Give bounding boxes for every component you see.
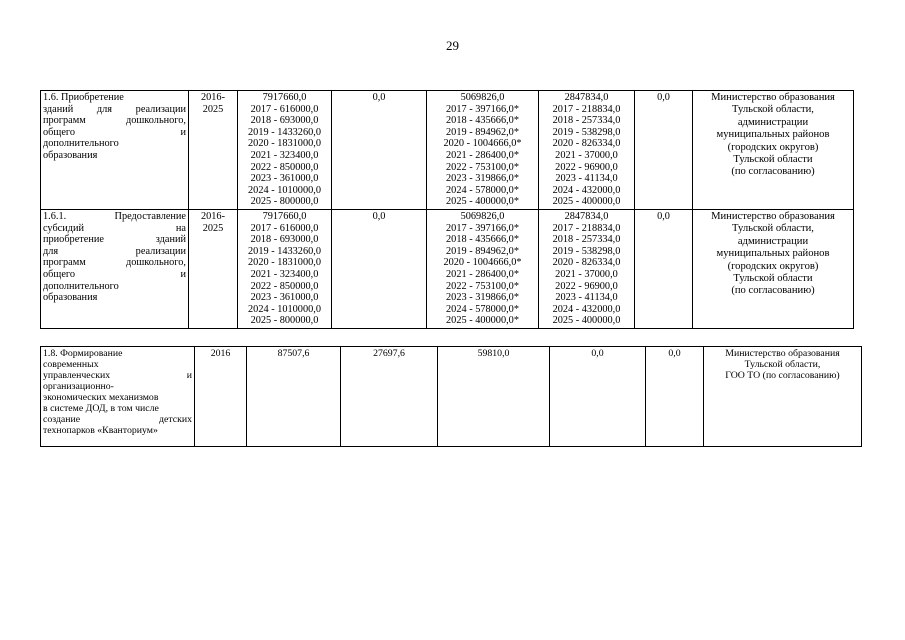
executor-line: администрации	[737, 116, 809, 128]
name-line: дополнительного	[43, 138, 119, 150]
amount-line: 2025 - 400000,0*	[446, 196, 519, 208]
amount-line: 2020 - 1831000,0	[248, 257, 321, 269]
name-line: приобретение зданий	[43, 234, 186, 246]
amount-line: 2021 - 323400,0	[250, 268, 319, 280]
name-line: технопарков «Кванториум»	[43, 425, 158, 436]
amount-line: 2847834,0	[564, 210, 609, 222]
amount-line: 2018 - 693000,0	[250, 234, 319, 246]
executor-cell	[693, 91, 854, 210]
table-body	[41, 347, 862, 447]
amount-line: 7917660,0	[262, 210, 307, 222]
name-line: организационно-	[43, 381, 114, 392]
amount-line: 2017 - 616000,0	[250, 222, 319, 234]
amount-line: 2025 - 400000,0*	[446, 315, 519, 327]
amount-line: 2023 - 361000,0	[250, 292, 319, 304]
name-line: 1.6. Приобретение	[43, 92, 124, 103]
executor-line: (по согласованию)	[731, 166, 815, 178]
regional-cell: 59810,0	[438, 347, 550, 447]
amount-line: 2017 - 397166,0*	[446, 103, 519, 115]
amount-line: 2024 - 1010000,0	[248, 303, 321, 315]
extra-budget-cell: 0,0	[635, 91, 693, 210]
amount-line: 2022 - 96900,0	[555, 280, 618, 292]
executor-line: Министерство образования	[711, 92, 835, 103]
amount-line: 2020 - 826334,0	[552, 257, 621, 269]
extra-budget-cell: 0,0	[646, 347, 704, 447]
amount-line: 2017 - 218834,0	[552, 222, 621, 234]
amount-line: 5069826,0	[460, 92, 505, 103]
name-line: в системе ДОД, в том числе	[43, 403, 159, 414]
federal-cell: 0,0	[332, 91, 427, 210]
federal-cell: 27697,6	[341, 347, 438, 447]
total-cell	[238, 209, 332, 328]
measure-name-cell	[41, 347, 195, 447]
name-line: современных	[43, 359, 99, 370]
amount-line: 2021 - 323400,0	[250, 149, 319, 161]
name-line: образования	[43, 292, 98, 304]
amount-line: 2022 - 96900,0	[555, 161, 618, 173]
page-number: 29	[446, 38, 459, 53]
amount-line: 2024 - 1010000,0	[248, 184, 321, 196]
executor-line: муниципальных районов	[716, 248, 830, 260]
amount-line: 2020 - 826334,0	[552, 138, 621, 150]
executor-cell	[693, 209, 854, 328]
name-line: субсидий на	[43, 222, 186, 234]
amount-line: 2021 - 286400,0*	[446, 149, 519, 161]
executor-line: (городских округов)	[727, 141, 819, 153]
amount-line: 2024 - 432000,0	[552, 303, 621, 315]
amount-line: 7917660,0	[262, 92, 307, 103]
amount-line: 2017 - 616000,0	[250, 103, 319, 115]
period-line: 2016-	[200, 210, 226, 222]
name-line: 1.6.1. Предоставление	[43, 210, 186, 222]
name-line: программ дошкольного,	[43, 257, 186, 269]
amount-line: 2023 - 361000,0	[250, 173, 319, 185]
amount-line: 2018 - 257334,0	[552, 234, 621, 246]
period-cell	[189, 209, 238, 328]
executor-line: Тульской области,	[732, 104, 814, 116]
amount-line: 2019 - 538298,0	[552, 245, 621, 257]
executor-line: Тульской области	[733, 154, 813, 166]
name-line: экономических механизмов	[43, 392, 159, 403]
amount-line: 2018 - 435666,0*	[446, 234, 519, 246]
total-cell	[238, 91, 332, 210]
name-line: общего и	[43, 126, 186, 138]
amount-line: 2025 - 400000,0	[552, 196, 621, 208]
regional-cell	[427, 91, 539, 210]
extra-budget-cell: 0,0	[635, 209, 693, 328]
amount-line: 2019 - 1433260,0	[248, 126, 321, 138]
amount-line: 2018 - 693000,0	[250, 115, 319, 127]
amount-line: 2021 - 37000,0	[555, 149, 618, 161]
period-cell	[189, 91, 238, 210]
amount-line: 2025 - 800000,0	[250, 315, 319, 327]
executor-cell	[704, 347, 862, 447]
amount-line: 5069826,0	[460, 210, 505, 222]
table-body	[41, 91, 854, 329]
amount-line: 2019 - 894962,0*	[446, 126, 519, 138]
table-row	[41, 347, 862, 447]
amount-line: 2019 - 1433260,0	[248, 245, 321, 257]
amount-line: 2022 - 753100,0*	[446, 161, 519, 173]
local-cell	[539, 209, 635, 328]
name-line: зданий для реализации	[43, 103, 186, 115]
executor-line: Тульской области,	[732, 223, 814, 235]
executor-line: муниципальных районов	[716, 129, 830, 141]
period-cell: 2016	[195, 347, 247, 447]
executor-line: администрации	[737, 235, 809, 247]
amount-line: 2019 - 894962,0*	[446, 245, 519, 257]
amount-line: 2022 - 753100,0*	[446, 280, 519, 292]
amount-line: 2023 - 319866,0*	[446, 292, 519, 304]
executor-line: Министерство образования	[711, 210, 835, 222]
amount-line: 2023 - 319866,0*	[446, 173, 519, 185]
amount-line: 2847834,0	[564, 92, 609, 103]
total-cell: 87507,6	[247, 347, 341, 447]
executor-line: Тульской области,	[744, 359, 821, 370]
amount-line: 2020 - 1004666,0*	[443, 138, 522, 150]
name-line: создание детских	[43, 414, 192, 425]
amount-line: 2024 - 578000,0*	[446, 303, 519, 315]
funding-table	[40, 90, 854, 329]
amount-line: 2024 - 432000,0	[552, 184, 621, 196]
executor-line: (по согласованию)	[731, 285, 815, 297]
period-line: 2025	[202, 222, 224, 234]
period-line: 2016-	[200, 92, 226, 103]
local-cell: 0,0	[550, 347, 646, 447]
amount-line: 2021 - 286400,0*	[446, 268, 519, 280]
period-line: 2025	[202, 103, 224, 115]
amount-line: 2017 - 218834,0	[552, 103, 621, 115]
regional-cell	[427, 209, 539, 328]
name-line: программ дошкольного,	[43, 115, 186, 127]
name-line: для реализации	[43, 245, 186, 257]
amount-line: 2022 - 850000,0	[250, 280, 319, 292]
amount-line: 2018 - 257334,0	[552, 115, 621, 127]
amount-line: 2020 - 1831000,0	[248, 138, 321, 150]
executor-line: Министерство образования	[725, 348, 840, 359]
table-row	[41, 91, 854, 210]
amount-line: 2025 - 800000,0	[250, 196, 319, 208]
local-cell	[539, 91, 635, 210]
amount-line: 2025 - 400000,0	[552, 315, 621, 327]
amount-line: 2022 - 850000,0	[250, 161, 319, 173]
executor-line: (городских округов)	[727, 260, 819, 272]
executor-line: Тульской области	[733, 272, 813, 284]
name-line: общего и	[43, 268, 186, 280]
amount-line: 2023 - 41134,0	[555, 292, 618, 304]
amount-line: 2018 - 435666,0*	[446, 115, 519, 127]
funding-table-continued	[40, 346, 862, 447]
name-line: 1.8. Формирование	[43, 348, 123, 359]
federal-cell: 0,0	[332, 209, 427, 328]
measure-name-cell	[41, 209, 189, 328]
name-line: управленческих и	[43, 370, 192, 381]
executor-line: ГОО ТО (по согласованию)	[725, 370, 840, 381]
name-line: дополнительного	[43, 280, 119, 292]
table-row	[41, 209, 854, 328]
amount-line: 2024 - 578000,0*	[446, 184, 519, 196]
amount-line: 2020 - 1004666,0*	[443, 257, 522, 269]
name-line: образования	[43, 149, 98, 161]
measure-name-cell	[41, 91, 189, 210]
amount-line: 2017 - 397166,0*	[446, 222, 519, 234]
amount-line: 2019 - 538298,0	[552, 126, 621, 138]
amount-line: 2023 - 41134,0	[555, 173, 618, 185]
amount-line: 2021 - 37000,0	[555, 268, 618, 280]
